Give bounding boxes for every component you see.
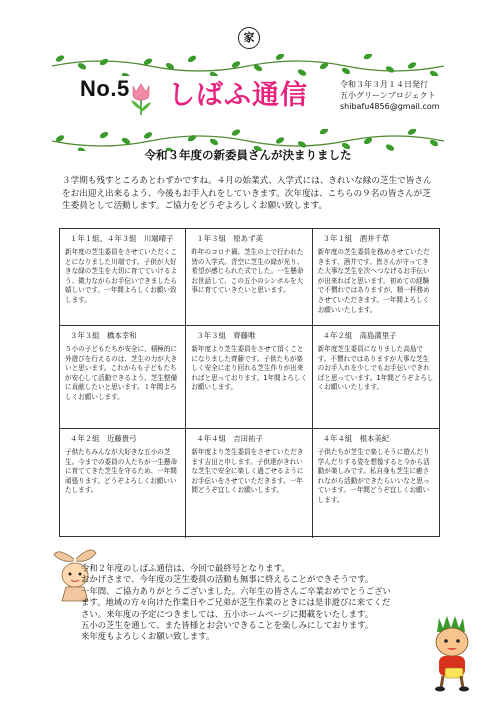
member-message: 新年度芝生委員になりました高島です。不慣れではありますが大事な芝生のお手入れを少しでもお手伝いできればと思っています。1年間どうぞよろしくお願いいたします。 [317, 345, 434, 392]
closing-line: 一年間、ご協力ありがとうございました。六年生の皆さんご卒業おめでとうござい [81, 585, 391, 596]
closing-line: おかげさまで、今年度の芝生委員の活動も無事に終えることができそうです。 [81, 574, 374, 585]
member-cell [60, 326, 186, 429]
member-name: １年１組、４年３組 川端晴子 [70, 234, 174, 243]
vine-leaf [319, 129, 329, 136]
closing-line: 令和２年度のしばふ通信は、今回で最終号となります。 [81, 563, 290, 573]
vine-leaf [385, 65, 395, 74]
member-cell [186, 326, 312, 429]
intro-paragraph: ３学期も残すところあとわずかですね。４月の始業式、入学式には、きれいな緑の芝生で皆さんをお出迎え出来るよう、今後もお手入れをしていきます。次年度は、こちらの９名の皆さんが芝生委員として活動します。ご協力をどうぞよろしくお願い致します。 [62, 176, 432, 211]
member-name: ３年３組 橋本幸和 [70, 331, 137, 340]
member-name: ４年２組 高島満里子 [322, 331, 397, 340]
member-name: ３年１組 酒井千草 [322, 234, 390, 243]
closing-line: さい。来年度の予定につきましては、五小ホームページに掲載をいたします。 [81, 608, 374, 619]
member-message: 新年度より芝生委員をさせていただきます吉田と申します。子供達がきれいな芝生で安全に楽しく過ごせるようにお手伝いをさせていただきます。一年間どうぞ宜しくお願いします。 [191, 448, 304, 495]
vine-leaf [275, 54, 285, 61]
member-name: ４年４組 根本美紀 [322, 434, 390, 443]
member-name: １年３組 原あず美 [196, 234, 263, 243]
member-message: 子供たちみんなが大好きな五小の芝生。今までの委員の人たちが一生懸命に育ててきた芝生を守るため、一年間頑張ります。どうぞよろしくお願いいたします。 [65, 448, 178, 495]
member-name: ４年２組 近藤貴弓 [70, 434, 137, 443]
organization: 五小グリーンプロジェクト [340, 91, 436, 100]
vine-leaf [341, 66, 351, 75]
vine-leaf [77, 62, 87, 71]
member-name: ３年３組 齊藤唯 [196, 331, 256, 340]
member-message: 新年度の芝生委員をさせていただくことになりました川端です。子供が大好きな緑の芝生を大切に育てていけるよう、微力ながらお手伝いできましたら嬉しいです。一年間よろしくお願い致します。 [65, 248, 178, 304]
member-cell [313, 429, 439, 538]
member-message: 新年度より芝生委員をさせて頂くことになりました齊藤です。子供たちが楽しく安全に走り回れる芝生作りが出来ればと思っております。1年間よろしくお願いします。 [191, 345, 308, 392]
member-table [59, 228, 440, 537]
vine-leaf [55, 54, 65, 63]
contact-email[interactable]: shibafu4856@gmail.com [340, 102, 440, 111]
closing-message [81, 563, 421, 643]
closing-line: 五小の芝生を通して、また皆様とお会いできることを楽しみにしております。 [81, 620, 374, 631]
member-message: 子供たちが芝生で楽しそうに遊んだり学んだりする姿を想像すると今から活動が楽しみです。私自身も芝生に癒されながら活動ができたらいいなと思っています。一年間どうぞ宜しくお願いします。 [317, 448, 430, 504]
closing-line: 来年度もよろしくお願い致します。 [81, 631, 215, 642]
member-cell [60, 429, 186, 538]
vine-leaf [429, 69, 439, 76]
member-cell [313, 229, 439, 326]
tulip-icon [127, 82, 155, 116]
vine-leaf [99, 131, 109, 140]
vine-leaf [209, 137, 219, 146]
vine-leaf [363, 54, 373, 61]
vine-leaf [143, 131, 153, 140]
vine-leaf [275, 136, 285, 145]
member-message: ５小の子どもたちが安全に、積極的に外遊びを行えるのは、芝生の力が大きいと思います。これからも子どもたちが安心して活動できるよう、芝生整備に貢献したいと思います。１年間よろしくお願いします。 [65, 345, 178, 401]
member-cell [313, 326, 439, 429]
vine-leaf [407, 129, 417, 136]
member-name: ４年４組 吉田祐子 [196, 434, 263, 443]
vine-leaf [187, 54, 197, 63]
vine-leaf [407, 61, 417, 70]
issue-date: 令和３年３月１４日発行 [340, 80, 428, 89]
member-cell [186, 229, 312, 326]
vine-leaf [99, 57, 109, 66]
mascot-icon [425, 612, 479, 692]
family-emblem: 家 [238, 27, 260, 49]
publication-info [340, 79, 440, 112]
member-message: 新年度の芝生委員を務めさせていただきます、酒井です。皆さんが守ってきた大事な芝生を次へつなげるお手伝いが出来ればと思います。初めての経験で不慣れではありますが、精一杯務めさせていただきます。一年間よろしくお願いいたします。 [317, 248, 430, 314]
vine-leaf [231, 129, 241, 137]
issue-number: No.5 [80, 76, 130, 101]
member-cell [60, 229, 186, 326]
member-cell [186, 429, 312, 538]
closing-line: ます。地域の方々向けた作業日やご兄弟が芝生作業のときには是非遊びに来てくだ [81, 597, 391, 608]
member-message: 昨年のコロナ禍、芝生の上で行われた皆の入学式。青空に芝生の緑が光り、希望が感じられた式でした。一生懸命お世話して、この五小のシンボルを大事に育てていきたいと思います。 [191, 248, 304, 295]
vine-leaf [187, 134, 197, 143]
headline: 令和３年度の新委員さんが決まりました [144, 148, 352, 162]
newsletter-title: しばふ通信 [168, 80, 308, 111]
